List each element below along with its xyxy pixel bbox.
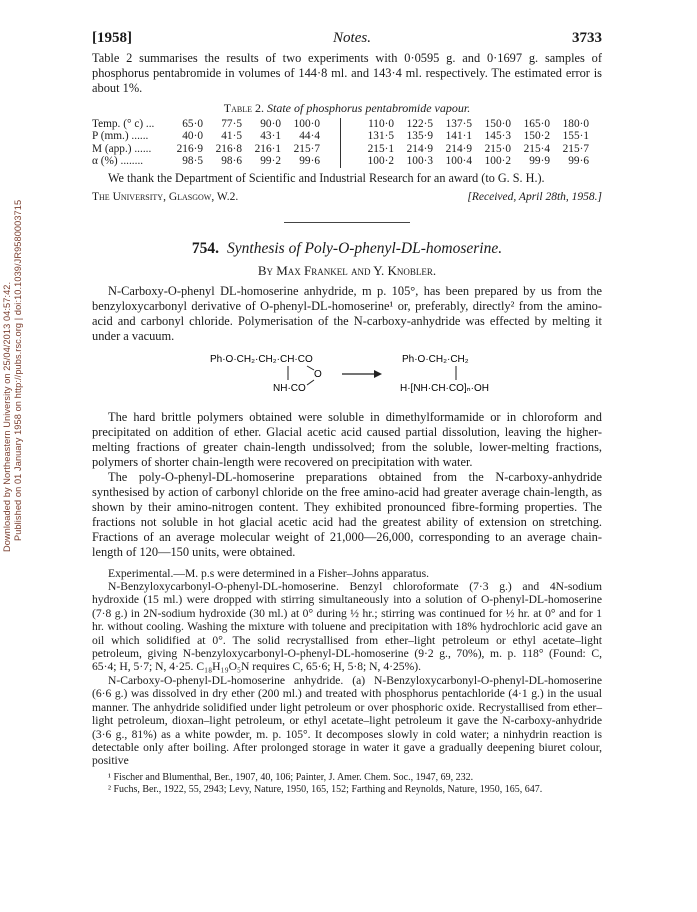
table-cell: 150·2 [523, 130, 550, 143]
article-heading [92, 240, 602, 258]
paragraph-1: N-Carboxy-O-phenyl DL-homoserine anhydride, m p. 105°, has been prepared by us from the benzyloxycarbonyl derivative of O-phenyl-DL-homoserine¹ or, preferably, directly² from the amino-acid and carbonyl chloride. Polymerisation of the N-carboxy-anhydride was effected by melting it under a vacuum. [92, 283, 602, 343]
table-cell: 216·8 [215, 142, 242, 155]
footnote-1: ¹ Fischer and Blumenthal, Ber., 1907, 40, 106; Painter, J. Amer. Chem. Soc., 1947, 69, 232. [108, 771, 474, 783]
table-cell: 100·2 [367, 155, 394, 168]
affiliation-line [92, 191, 602, 203]
table-row [92, 155, 589, 167]
table-cell: 98·5 [182, 155, 203, 168]
footnotes [92, 772, 602, 796]
acknowledgement: We thank the Department of Scientific and Industrial Research for an award (to G. S. H.). [108, 170, 545, 185]
column-separator [320, 155, 341, 167]
table-cell: 135·9 [406, 130, 433, 143]
table-cell: 215·7 [562, 142, 589, 155]
page-body [92, 30, 602, 796]
product-line-2: H·[NH·CH·CO]ₙ·OH [400, 382, 489, 394]
footnote-2: ² Fuchs, Ber., 1922, 55, 2943; Levy, Nature, 1950, 165, 152; Farthing and Reynolds, Nature, 1950, 165, 647. [108, 783, 543, 795]
column-separator [320, 130, 341, 142]
reactant-line-2: NH·CO [273, 382, 306, 394]
received-date: [Received, April 28th, 1958.] [467, 190, 602, 203]
table-cell: 150·0 [484, 118, 511, 130]
download-note: Downloaded by Northeastern University on 25/04/2013 04:57:42. [2, 281, 12, 552]
table-row [92, 118, 589, 130]
table-cell: 41·5 [221, 130, 242, 143]
arrow-head [374, 370, 382, 378]
section-divider [284, 222, 410, 223]
paragraph-2: The hard brittle polymers obtained were soluble in dimethylformamide or in chloroform and precipitated on addition of ether. Glacial acetic acid caused partial dissolution, leaving the higher-melting fractions of greater chain-length undissolved; from the soluble, lower-melting fractions, polymers of shorter chain-length were recovered on precipitation with water. [92, 409, 602, 469]
table-cell: 100·3 [406, 155, 433, 168]
reaction-scheme-graphic [92, 348, 602, 404]
table-cell: 44·4 [299, 130, 320, 143]
table-cell: 131·5 [367, 130, 394, 143]
year: [1958] [92, 30, 132, 46]
table-cell: 214·9 [406, 142, 433, 155]
row-label: P (mm.) ...... [92, 130, 149, 143]
table-cell: 110·0 [368, 118, 394, 130]
row-label: M (app.) ...... [92, 142, 152, 155]
table-cell: 100·4 [445, 155, 472, 168]
experimental-step-1: N-Benzyloxycarbonyl-O-phenyl-DL-homoserine. Benzyl chloroformate (7·3 g.) and 4N-sodium hydroxide (15 ml.) were dropped with stirring simultaneously into a solution of O-phenyl-DL-homoserine (7·8 g.) in 2N-sodium hydroxide (30 ml.) at 0° during ½ hr.; stirring was continued for ½ hr. at 0° and for 1 hr. without cooling. Washing the mixture with toluene and precipitation with 18% hydrochloric acid gave an oil which solidified at 0°. The solid recrystallised from ether–light petroleum or ethyl acetate–light petroleum, giving N-benzyloxycarbonyl-O-phenyl-DL-homoserine (9·2 g., 70%), m. p. 118° (Found: C, 65·4; H, 5·7; N, 4·25. C₁₈H₁₉O₅N requires C, 65·6; H, 5·8; N, 4·25%). [92, 580, 602, 674]
column-gap [341, 143, 356, 155]
table-cell: 100·2 [484, 155, 511, 168]
table-row [92, 143, 589, 155]
table-cell: 99·2 [260, 155, 281, 168]
table-cell: 216·9 [176, 142, 203, 155]
table-cell: 215·7 [293, 142, 320, 155]
experimental-intro: Experimental.—M. p.s were determined in a Fisher–Johns apparatus. [108, 566, 430, 580]
table-cell: 99·9 [529, 155, 550, 168]
article-title: Synthesis of Poly-O-phenyl-DL-homoserine. [227, 239, 503, 257]
column-separator [320, 118, 341, 130]
bond-right-lower [307, 380, 314, 385]
table-cell: 98·6 [221, 155, 242, 168]
table-cell: 214·9 [445, 142, 472, 155]
table-cell: 90·0 [260, 118, 281, 130]
reaction-scheme [92, 348, 602, 404]
paragraph-3: The poly-O-phenyl-DL-homoserine preparations obtained from the N-carboxy-anhydride synthesised by action of carbonyl chloride on the free amino-acid had greater average chain-length, as shown by their amino-nitrogen content. They exhibited pronounced fibre-forming properties. The fractions not soluble in hot glacial acetic acid had the greatest ability of extension on stretching. Fractions of an average molecular weight of 21,000—26,000, corresponding to an average chain-length of 120—150 units, were obtained. [92, 469, 602, 559]
table-cell: 100·0 [293, 118, 320, 130]
row-label: Temp. (° c) ... [92, 118, 155, 130]
table-cell: 65·0 [182, 118, 203, 130]
table-cell: 165·0 [523, 118, 550, 130]
table-row [92, 130, 589, 142]
table-label: Table 2. [223, 101, 264, 115]
bond-right-upper [307, 366, 314, 370]
table-cell: 215·1 [367, 142, 394, 155]
table-cell: 145·3 [484, 130, 511, 143]
table-cell: 215·0 [484, 142, 511, 155]
table-cell: 216·1 [254, 142, 281, 155]
table-cell: 180·0 [562, 118, 589, 130]
table-cell: 155·1 [562, 130, 589, 143]
table-cell: 43·1 [260, 130, 281, 143]
publication-note: Published on 01 January 1958 on http://pubs.rsc.org | doi:10.1039/JR9580003715 [13, 199, 23, 541]
reactant-line-1: Ph·O·CH₂·CH₂·CH·CO [210, 353, 313, 365]
experimental-step-2: N-Carboxy-O-phenyl-DL-homoserine anhydride. (a) N-Benzyloxycarbonyl-O-phenyl-DL-homoserine (6·6 g.) was dissolved in dry ether (200 ml.) and treated with phosphorus pentachloride (4·1 g.) in the usual manner. The anhydride solidified under light petroleum or over phosphoric oxide. Recrystallised from ether–light petroleum, dioxan–light petroleum, or ethyl acetate–light petroleum it gave the N-carboxy-anhydride (3·6 g., 81%) as a white powder, m. p. 105°. It decomposes slowly in cold water; a ninhydrin reaction is detectable only after boiling. After prolonged storage in water it gave a gradually deepening biuret colour, positive [92, 673, 602, 768]
experimental-section [92, 567, 602, 768]
table-title: State of phosphorus pentabromide vapour. [267, 101, 471, 115]
running-header [92, 30, 602, 47]
table-cell: 122·5 [406, 118, 433, 130]
section-title: Notes. [333, 30, 371, 46]
authors: By Max Frankel and Y. Knobler. [257, 262, 437, 278]
page-number: 3733 [571, 30, 602, 46]
table-cell: 141·1 [445, 130, 472, 143]
column-gap [341, 130, 356, 142]
article-number: 754. [191, 239, 220, 257]
table-cell: 99·6 [299, 155, 320, 168]
column-gap [341, 118, 356, 130]
table-cell: 137·5 [445, 118, 472, 130]
table-cell: 215·4 [523, 142, 550, 155]
table-cell: 77·5 [221, 118, 242, 130]
row-label: α (%) ........ [92, 155, 144, 168]
table-caption [92, 101, 602, 116]
table-cell: 40·0 [182, 130, 203, 143]
table-cell: 99·6 [568, 155, 589, 168]
affiliation: The University, Glasgow, W.2. [92, 190, 239, 203]
data-table [92, 118, 590, 168]
intro-paragraph: Table 2 summarises the results of two experiments with 0·0595 g. and 0·1697 g. samples of phosphorus pentabromide in volumes of 144·8 ml. and 143·4 ml. respectively. The estimated error is about 1%. [92, 51, 602, 95]
column-gap [341, 155, 356, 167]
column-separator [320, 143, 341, 155]
reactant-oxygen: O [314, 368, 322, 380]
product-line-1: Ph·O·CH₂·CH₂ [402, 353, 469, 365]
